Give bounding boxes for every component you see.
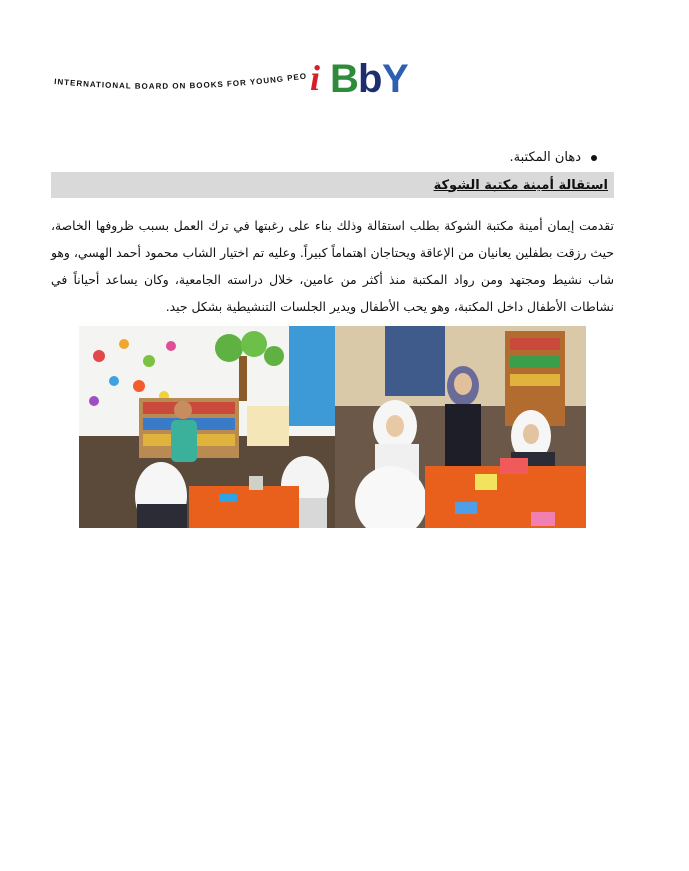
bullet-list-item: [510, 150, 598, 165]
logo-tagline: INTERNATIONAL BOARD ON BOOKS FOR YOUNG PEO: [53, 71, 308, 91]
bullet-text: دهان المكتبة.: [509, 150, 581, 165]
library-photo-right: [335, 326, 586, 528]
logo-letter-b-lower: b: [358, 57, 383, 101]
bullet-dot-icon: [591, 155, 597, 161]
ibby-logo: [52, 46, 422, 106]
logo-letter-i: i: [310, 58, 321, 98]
section-heading: استقالة أمينة مكتبة الشوكة: [433, 177, 608, 193]
logo-letter-b-upper: B: [330, 57, 359, 101]
logo-letter-y: Y: [382, 57, 409, 101]
section-paragraph: تقدمت إيمان أمينة مكتبة الشوكة بطلب استقالة وذلك بناء على رغبتها في ترك العمل بسبب ظروفها الخاصة، حيث رزقت بطفلين يعانيان من الإعاقة ويحتاجان اهتماماً كبيراً. وعليه تم اختيار الشاب محمود أحمد الهسي، وهو شاب نشيط ومجتهد ومن رواد المكتبة منذ أكثر من عامين، خلال دراسته الجامعية، وكان يساعد أحياناً في نشاطات الأطفال داخل المكتبة، وهو يحب الأطفال ويدير الجلسات التنشيطية بشكل جيد.: [51, 218, 614, 314]
section-heading-band: [51, 172, 614, 198]
library-photo-left: [79, 326, 335, 528]
